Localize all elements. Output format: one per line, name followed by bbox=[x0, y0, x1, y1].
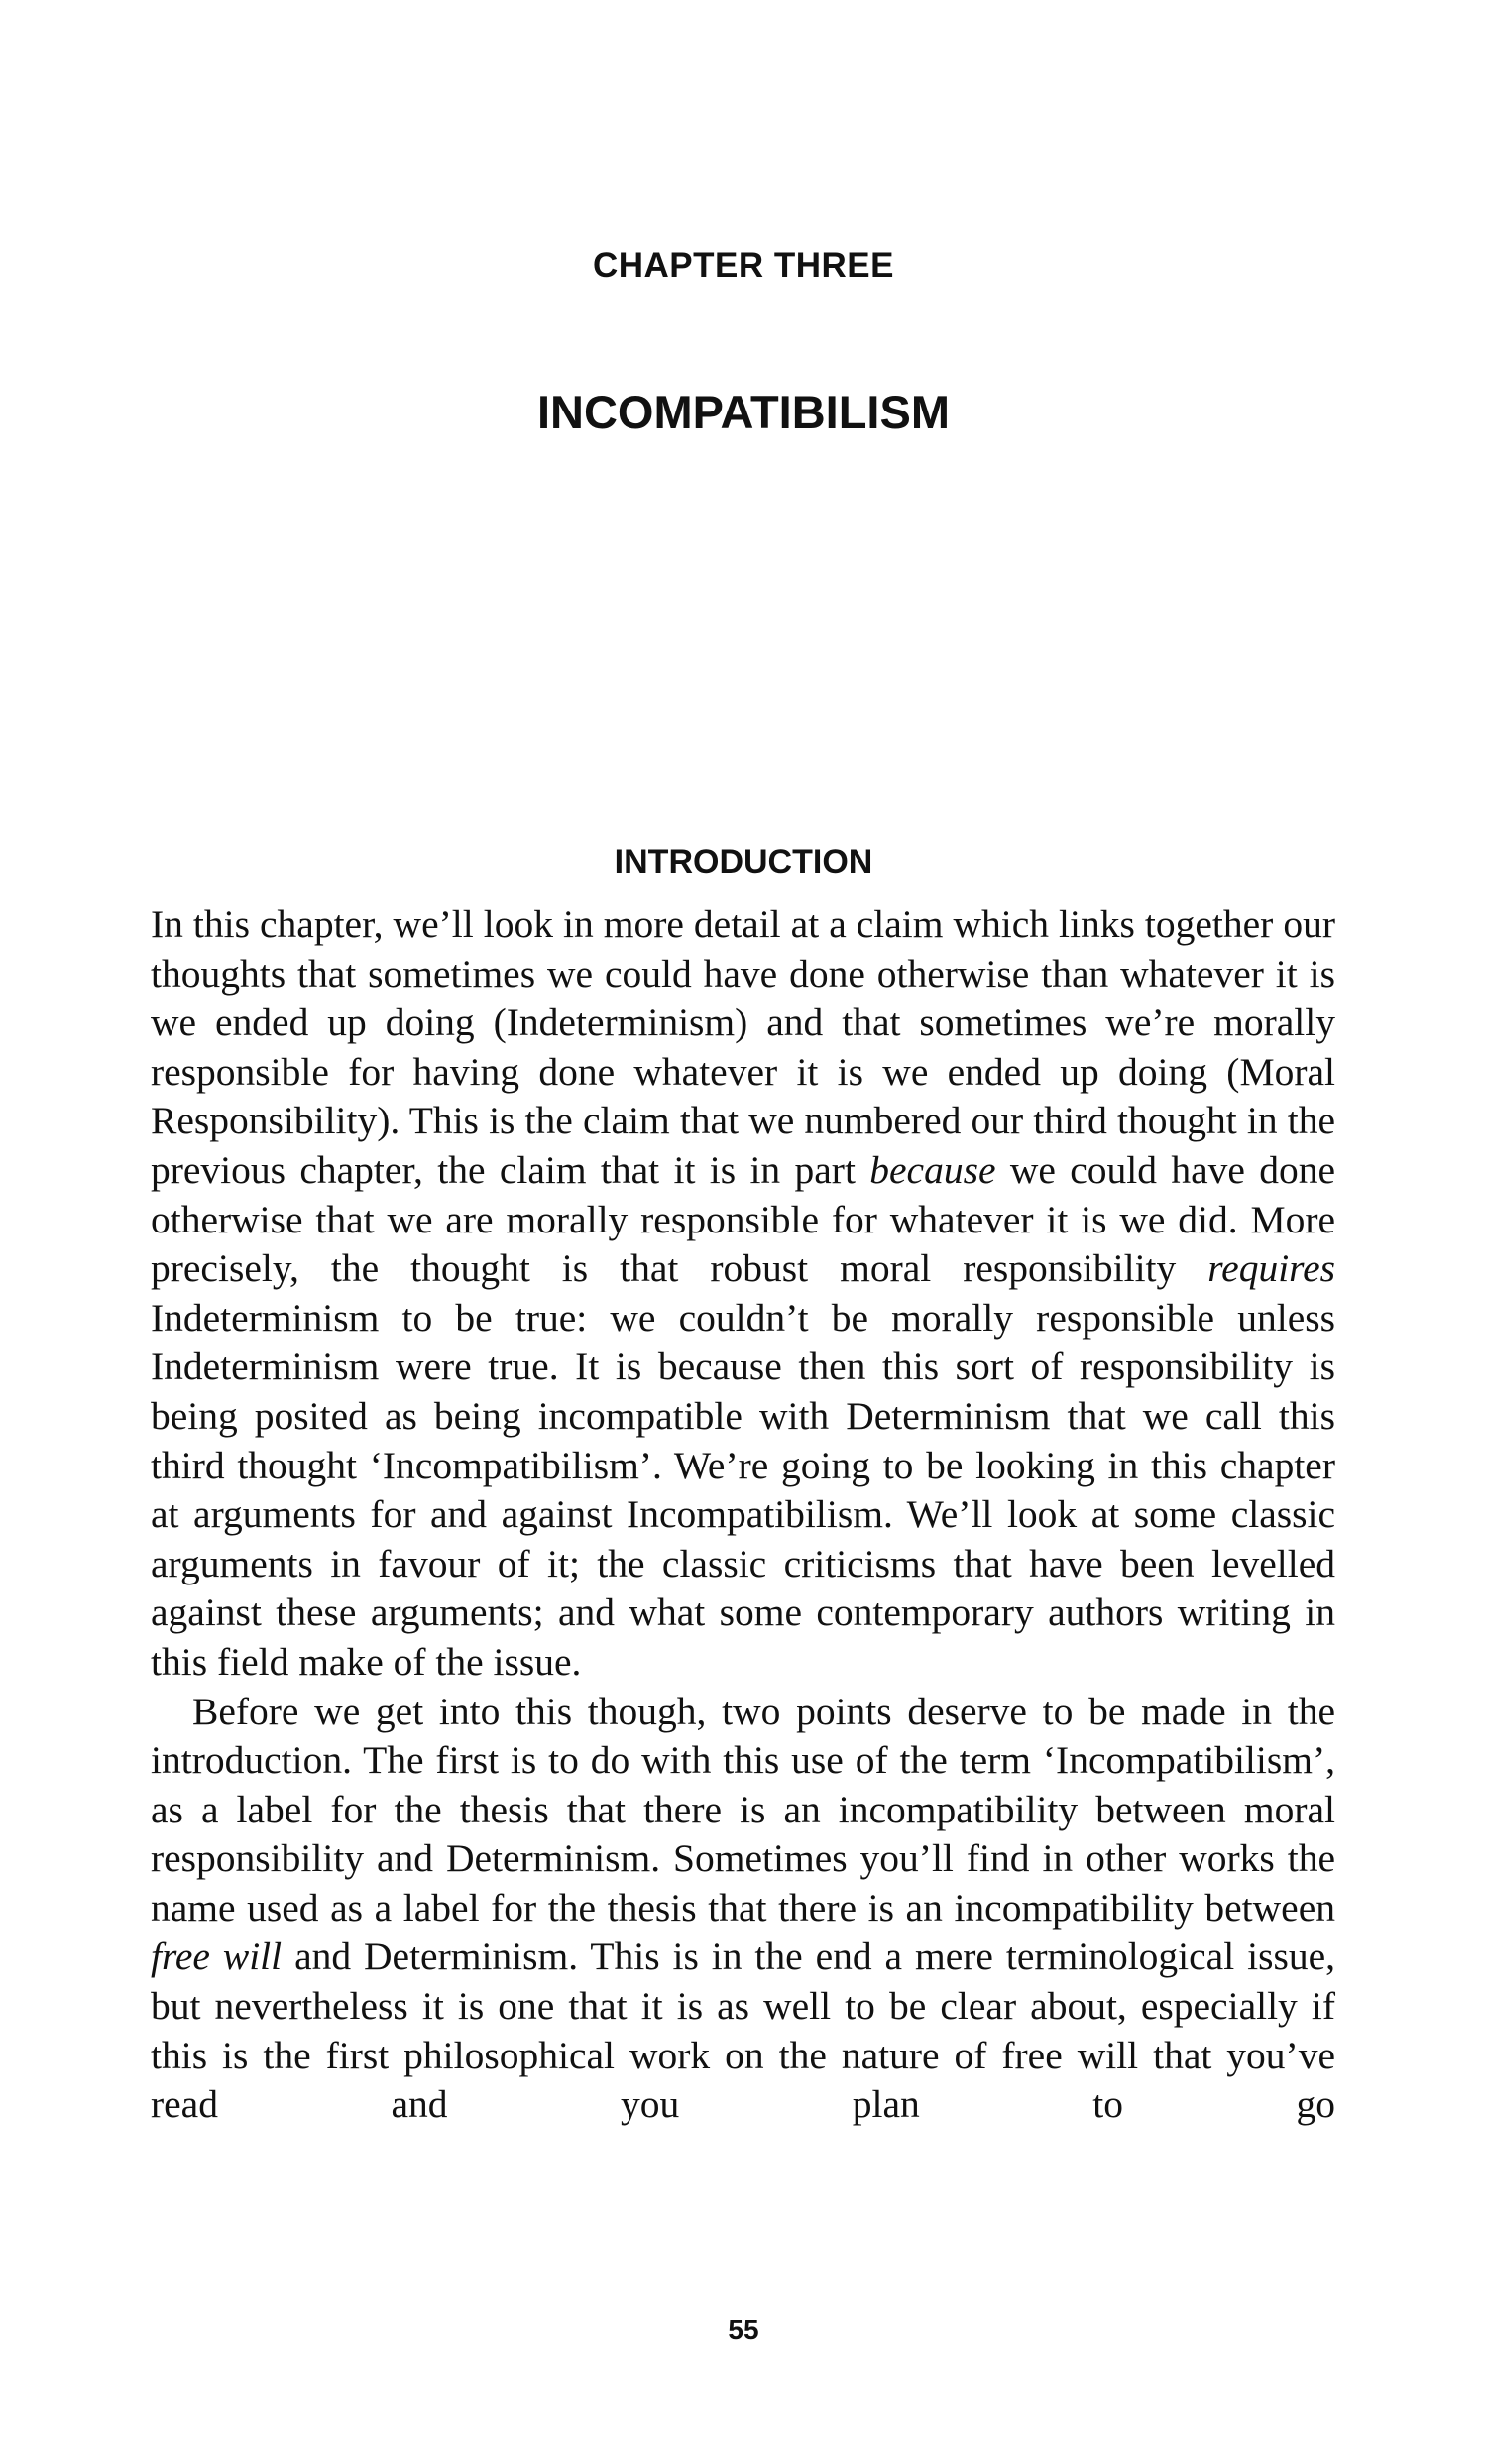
paragraph-2-text-a: Before we get into this though, two points deserve to be made in the introduction. The first is to do with this use of the term ‘Incompatibilism’, as a label for the thesis that there is an incompatibility between moral responsibility and Determinism. Sometimes you’ll find in other works the name used as a label for the thesis that there is an incompatibility between bbox=[151, 1689, 1335, 1930]
paragraph-1-text-b: we could have done otherwise that we are morally responsible for whatever it is we did. More precisely, the thought is that robust moral responsibility bbox=[151, 1147, 1336, 1291]
section-heading: INTRODUCTION bbox=[614, 843, 873, 880]
body-text bbox=[151, 900, 1335, 2130]
page-number: 55 bbox=[728, 2314, 759, 2345]
chapter-label: CHAPTER THREE bbox=[592, 246, 895, 285]
chapter-title: INCOMPATIBILISM bbox=[536, 386, 950, 438]
paragraph-2 bbox=[151, 1688, 1335, 2130]
paragraph-1-text-c: Indeterminism to be true: we couldn’t be morally responsible unless Indeterminism were true. It is because then this sort of responsibility is being posited as being incompatible with Determinism that we call this third thought ‘Incompatibilism’. We’re going to be looking in this chapter at arguments for and against Incompatibilism. We’ll look at some classic arguments in favour of it; the classic criticisms that have been levelled against these arguments; and what some contemporary authors writing in this field make of the issue. bbox=[151, 1295, 1335, 1684]
paragraph-1-emphasis-because: because bbox=[869, 1147, 996, 1192]
paragraph-2-text-b: and Determinism. This is in the end a mere terminological issue, but nevertheless it is one that it is as well to be clear about, especially if this is the first philosophical work on the nature of free will that you’ve read and you plan to go bbox=[151, 1935, 1335, 2127]
paragraph-2-emphasis-free-will: free will bbox=[151, 1935, 283, 1979]
paragraph-1-text-a: In this chapter, we’ll look in more detail at a claim which links together our thoughts that sometimes we could have done otherwise than whatever it is we ended up doing (Indeterminism) and that sometimes we’re morally responsible for having done whatever it is we ended up doing (Moral Responsibility). This is the claim that we numbered our third thought in the previous chapter, the claim that it is in part bbox=[151, 902, 1335, 1192]
paragraph-1 bbox=[151, 900, 1335, 1688]
paragraph-1-emphasis-requires: requires bbox=[1207, 1246, 1335, 1291]
